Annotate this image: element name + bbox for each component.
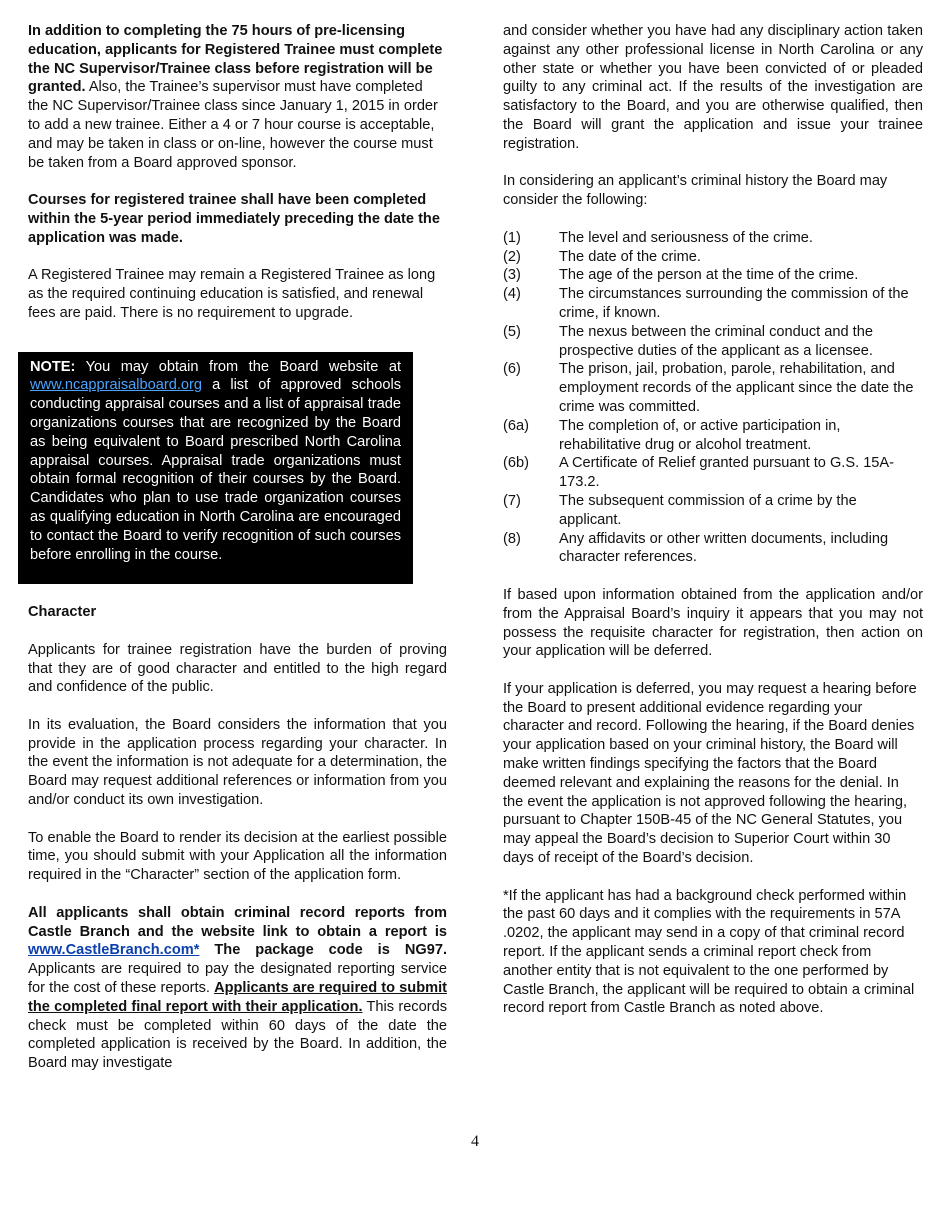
criminal-history-intro: In considering an applicant’s criminal history the Board may consider the following: xyxy=(503,173,888,209)
evaluation-paragraph: In its evaluation, the Board considers the information that you provide in the application process regarding your character. In the event the information is not adequate for a determination, the Board may request additional references or information from you and/or conduct its own investigation. xyxy=(28,716,447,809)
course-period-paragraph: Courses for registered trainee shall have been completed within the 5-year period immediately preceding the date the application was made. xyxy=(28,192,440,246)
note-box: NOTE: You may obtain from the Board website at www.ncappraisalboard.org a list of approved schools conducting appraisal courses and a list of appraisal trade organizations courses that are recognized by the Board as being equivalent to Board prescribed North Carolina appraisal courses. Appraisal trade organizations must obtain formal recognition of their courses by the Board. Candidates who plan to use trade organization courses as qualifying education in North Carolina are encouraged to contact the Board to verify recognition of such courses before enrolling in the course. xyxy=(18,352,413,585)
left-column xyxy=(28,22,447,1073)
list-item: (6a) The completion of, or active participation in, rehabilitative drug or alcohol treatment. xyxy=(503,417,841,453)
burden-paragraph: Applicants for trainee registration have the burden of proving that they are of good character and entitled to the high regard and confidence of the public. xyxy=(28,641,447,696)
note-label: NOTE: xyxy=(30,358,76,375)
list-item: (2) The date of the crime. xyxy=(503,248,701,265)
character-heading: Character xyxy=(28,604,97,621)
background-check-paragraph: *If the applicant has had a background check performed within the past 60 days and it complies with the requirements in 57A .0202, the applicant may send in a copy of that criminal record report. If the applicant sends a criminal report check from another entity that is not equivalent to the one performed by Castle Branch, the applicant will be required to obtain a criminal record report from Castle Branch as noted above. xyxy=(503,887,915,1017)
ncappraisalboard-link[interactable]: www.ncappraisalboard.org xyxy=(30,377,202,394)
right-column xyxy=(503,22,923,1018)
submit-paragraph: To enable the Board to render its decision at the earliest possible time, you should submit with your Application all the information required in the “Character” section of the application form. xyxy=(28,829,447,884)
list-item: (7) The subsequent commission of a crime by the applicant. xyxy=(503,492,857,528)
castlebranch-link[interactable]: www.CastleBranch.com* xyxy=(28,942,200,959)
deferred-paragraph: If based upon information obtained from the application and/or from the Appraisal Board’s inquiry it appears that you may not possess the requisite character for registration, then action on your application will be deferred. xyxy=(503,586,923,660)
list-item: (4) The circumstances surrounding the commission of the crime, if known. xyxy=(503,286,909,321)
list-item: (3) The age of the person at the time of the crime. xyxy=(503,267,859,284)
list-item: (8) Any affidavits or other written documents, including character references. xyxy=(503,530,889,566)
list-item: (6) The prison, jail, probation, parole, rehabilitation, and employment records of the applicant since the date the crime was committed. xyxy=(503,361,914,415)
list-item: (6b) A Certificate of Relief granted pursuant to G.S. 15A-173.2. xyxy=(503,455,895,491)
criteria-list xyxy=(503,229,923,567)
hearing-paragraph: If your application is deferred, you may request a hearing before the Board to present additional evidence regarding your character and record. Following the hearing, if the Board denies your application based on your criminal history, the Board will make written findings specifying the factors that the Board deemed relevant and explaining the reasons for the denial. In the event the application is not approved following the hearing, pursuant to Chapter 150B-45 of the NC General Statutes, you may appeal the Board’s decision to Superior Court within 30 days of receipt of the Board’s decision. xyxy=(503,680,917,867)
investigation-paragraph: and consider whether you have had any disciplinary action taken against any other professional license in North Carolina or any other state or whether you have been convicted of or pleaded guilty to any criminal act. If the results of the investigation are satisfactory to the Board, and you are otherwise qualified, then the Board will grant the application and issue your trainee registration. xyxy=(503,23,923,152)
criminal-record-paragraph: All applicants shall obtain criminal record reports from Castle Branch and the website link to obtain a report is www.CastleBranch.com* The package code is NG97. Applicants are required to pay the designated reporting service for the cost of these reports. Applicants are required to submit the completed final report with their application. This records check must be completed within 60 days of the date the completed application is received by the Board. In addition, the Board may investigate xyxy=(28,904,447,1072)
list-item: (5) The nexus between the criminal conduct and the prospective duties of the applicant as a licensee. xyxy=(503,323,873,359)
remain-trainee-paragraph: A Registered Trainee may remain a Registered Trainee as long as the required continuing education is satisfied, and renewal fees are paid. There is no requirement to upgrade. xyxy=(28,267,436,321)
trainee-class-paragraph: In addition to completing the 75 hours of pre-licensing education, applicants for Registered Trainee must complete the NC Supervisor/Trainee class before registration will be granted. Also, the Trainee’s supervisor must have completed the NC Supervisor/Trainee class since January 1, 2015 in order to add a new trainee. Either a 4 or 7 hour course is acceptable, and may be taken in class or on-line, however the course must be taken from a Board approved sponsor. xyxy=(28,23,443,171)
page-number: 4 xyxy=(471,1133,479,1150)
list-item: (1) The level and seriousness of the crime. xyxy=(503,229,813,246)
